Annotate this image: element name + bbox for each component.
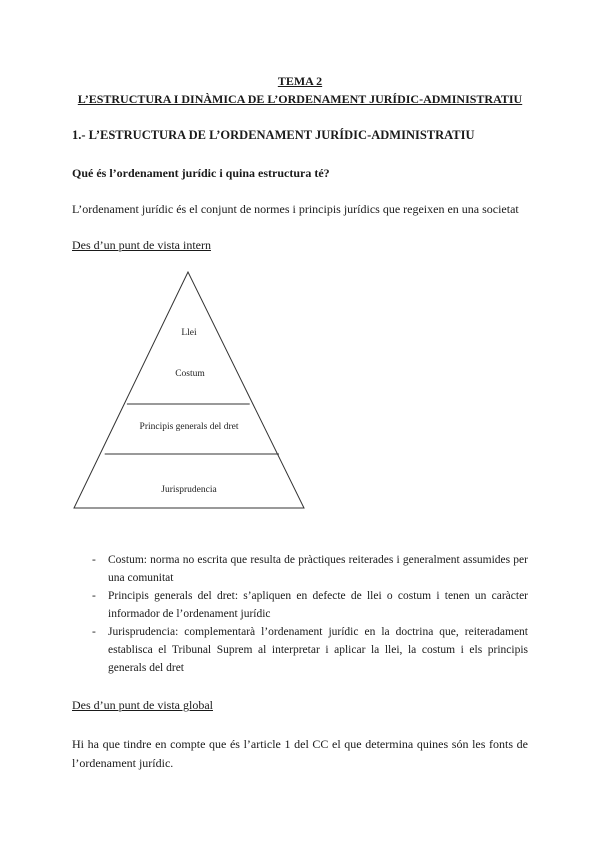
global-view-text: Hi ha que tindre en compte que és l’article 1 del CC el que determina quines són les fonts de l’ordenament jurídic. <box>72 737 528 770</box>
definition-text: L’ordenament jurídic és el conjunt de normes i principis jurídics que regeixen en una societat <box>72 202 519 216</box>
section-heading: 1.- L’ESTRUCTURA DE L’ORDENAMENT JURÍDIC-ADMINISTRATIU <box>72 128 475 142</box>
bullet-dash: - <box>92 554 96 566</box>
pyramid-level-llei: Llei <box>181 328 197 338</box>
bullet-costum <box>92 551 528 587</box>
bullet-dash: - <box>92 590 96 602</box>
document-title: L’ESTRUCTURA I DINÀMICA DE L’ORDENAMENT JURÍDIC-ADMINISTRATIU <box>77 92 523 106</box>
pyramid-diagram <box>70 268 310 513</box>
pyramid-level-jurisprudencia: Jurisprudencia <box>161 485 217 495</box>
pyramid-outline <box>74 272 304 508</box>
bullet-principis <box>92 587 528 623</box>
bullet-jurisprudencia <box>92 623 528 677</box>
bullet-text: Principis generals del dret: s’apliquen en defecte de llei o costum i tenen un caràcter informador de l’ordenament jurídic <box>108 590 528 620</box>
question-heading: Qué és l’ordenament jurídic i quina estructura té? <box>72 166 330 180</box>
bullet-dash: - <box>92 626 96 638</box>
bullet-text: Costum: norma no escrita que resulta de pràctiques reiterades i generalment assumides per una comunitat <box>108 554 528 584</box>
pyramid-level-principis: Principis generals del dret <box>139 422 239 432</box>
global-view-heading: Des d’un punt de vista global <box>72 698 213 712</box>
internal-view-heading: Des d’un punt de vista intern <box>72 238 211 252</box>
bullet-text: Jurisprudencia: complementarà l’ordenament jurídic en la doctrina que, reiteradament establisca el Tribunal Suprem al interpretar i aplicar la llei, la costum i els principis generals del dret <box>108 626 528 674</box>
tema-label: TEMA 2 <box>277 74 323 88</box>
pyramid-level-costum: Costum <box>175 369 205 379</box>
